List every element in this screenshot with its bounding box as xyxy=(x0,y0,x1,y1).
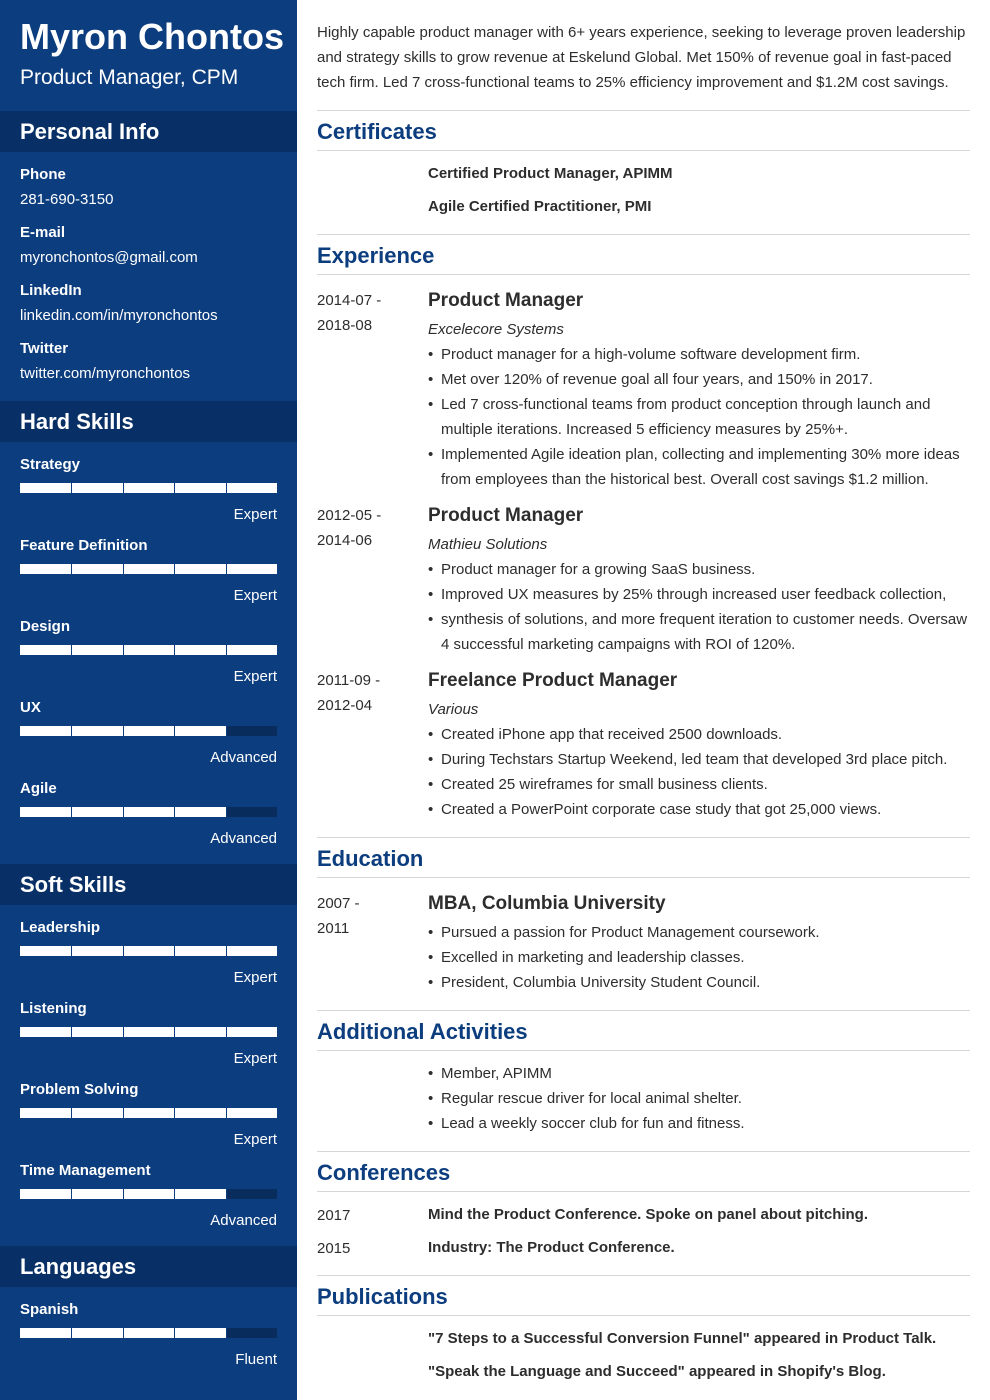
skill-level-fill xyxy=(20,564,277,574)
conference-text: Mind the Product Conference. Spoke on panel about pitching. xyxy=(428,1206,869,1223)
job-title: Product Manager xyxy=(428,505,584,526)
skill-bar-separator xyxy=(123,645,124,655)
skill-name: Problem Solving xyxy=(20,1081,139,1098)
skill-item xyxy=(20,617,277,687)
education-date-start: 2007 - xyxy=(317,895,360,912)
degree-title: MBA, Columbia University xyxy=(428,893,666,914)
skill-name: UX xyxy=(20,699,41,716)
list-item: • Created iPhone app that received 2500 downloads. xyxy=(428,722,970,747)
divider xyxy=(317,877,970,878)
skill-item xyxy=(20,1080,277,1150)
job-entry xyxy=(428,668,970,822)
skill-level-bar xyxy=(20,726,277,736)
main-content xyxy=(317,0,970,1400)
skill-bar-separator xyxy=(174,1108,175,1118)
skill-name: Design xyxy=(20,618,71,635)
list-item: • Product manager for a high-volume software development firm. xyxy=(428,342,970,367)
divider xyxy=(317,234,970,235)
skill-name: Leadership xyxy=(20,919,101,936)
skill-level-fill xyxy=(20,645,277,655)
skill-bar-separator xyxy=(71,483,72,493)
skill-level-label: Expert xyxy=(233,506,277,523)
divider xyxy=(317,110,970,111)
list-item: • Regular rescue driver for local animal shelter. xyxy=(428,1086,970,1111)
job-bullets xyxy=(428,342,970,492)
skill-level-bar xyxy=(20,946,277,956)
twitter-label: Twitter xyxy=(20,340,69,357)
skill-bar-separator xyxy=(71,807,72,817)
skill-bar-separator xyxy=(123,1189,124,1199)
activities-bullets xyxy=(428,1061,970,1136)
skill-level-fill xyxy=(20,946,277,956)
job-entry xyxy=(428,503,970,657)
skill-item xyxy=(20,999,277,1069)
list-item: • synthesis of solutions, and more frequent iteration to customer needs. Oversaw 4 successful marketing campaigns with ROI of 120%. xyxy=(428,607,970,657)
skill-name: Time Management xyxy=(20,1162,151,1179)
skill-bar-separator xyxy=(226,1328,227,1338)
list-item: • Met over 120% of revenue goal all four years, and 150% in 2017. xyxy=(428,367,970,392)
email-value: myronchontos@gmail.com xyxy=(20,249,198,266)
job-dates xyxy=(317,668,417,718)
skill-bar-separator xyxy=(174,946,175,956)
skill-bar-separator xyxy=(123,1328,124,1338)
education-bullets xyxy=(428,920,970,995)
job-date-end: 2018-08 xyxy=(317,317,373,334)
job-date-start: 2011-09 - xyxy=(317,672,381,689)
education-date-end: 2011 xyxy=(317,920,350,937)
skill-bar-separator xyxy=(123,1108,124,1118)
job-company: Various xyxy=(428,701,479,718)
skill-level-label: Fluent xyxy=(235,1351,277,1368)
skill-level-bar xyxy=(20,645,277,655)
experience-heading: Experience xyxy=(317,243,435,268)
skill-bar-separator xyxy=(71,1108,72,1118)
skill-level-fill xyxy=(20,1027,277,1037)
skill-level-bar xyxy=(20,1328,277,1338)
publication-item: "7 Steps to a Successful Conversion Funnel" appeared in Product Talk. xyxy=(428,1330,937,1347)
conference-year: 2017 xyxy=(317,1207,351,1224)
skill-name: Feature Definition xyxy=(20,537,148,554)
job-title: Product Manager xyxy=(428,290,584,311)
job-date-start: 2014-07 - xyxy=(317,292,382,309)
activities-heading: Additional Activities xyxy=(317,1019,528,1044)
skill-name: Spanish xyxy=(20,1301,79,1318)
languages-heading: Languages xyxy=(0,1246,297,1287)
skill-bar-separator xyxy=(123,807,124,817)
phone-label: Phone xyxy=(20,166,66,183)
skill-item xyxy=(20,536,277,606)
candidate-role: Product Manager, CPM xyxy=(20,66,239,89)
skill-bar-separator xyxy=(71,645,72,655)
skill-item xyxy=(20,455,277,525)
divider xyxy=(317,1050,970,1051)
skill-name: Strategy xyxy=(20,456,81,473)
divider xyxy=(317,1275,970,1276)
conferences-heading: Conferences xyxy=(317,1160,451,1185)
job-title: Freelance Product Manager xyxy=(428,670,678,691)
skill-bar-separator xyxy=(226,645,227,655)
education-dates xyxy=(317,891,417,941)
job-company: Mathieu Solutions xyxy=(428,536,548,553)
job-bullets xyxy=(428,557,970,657)
skill-item xyxy=(20,698,277,768)
list-item: • Improved UX measures by 25% through increased user feedback collection, xyxy=(428,582,970,607)
job-dates xyxy=(317,503,417,553)
language-item xyxy=(20,1300,277,1370)
certificates-heading: Certificates xyxy=(317,119,437,144)
sidebar xyxy=(0,0,297,1400)
skill-level-label: Expert xyxy=(233,587,277,604)
candidate-name: Myron Chontos xyxy=(20,16,284,57)
skill-level-label: Advanced xyxy=(210,749,277,766)
skill-bar-separator xyxy=(226,946,227,956)
list-item: • Product manager for a growing SaaS business. xyxy=(428,557,970,582)
summary-text: Highly capable product manager with 6+ years experience, seeking to leverage proven leadership and strategy skills to grow revenue at Eskelund Global. Met 150% of revenue goal in fast-paced tech firm. Led 7 cross-functional teams to 25% efficiency improvement and $1.2M cost savings. xyxy=(317,24,966,91)
job-date-start: 2012-05 - xyxy=(317,507,382,524)
activities-entry xyxy=(428,1061,970,1136)
skill-bar-separator xyxy=(123,1027,124,1037)
skill-name: Listening xyxy=(20,1000,87,1017)
divider xyxy=(317,1315,970,1316)
skill-bar-separator xyxy=(71,564,72,574)
skill-level-bar xyxy=(20,807,277,817)
list-item: • Pursued a passion for Product Management coursework. xyxy=(428,920,970,945)
divider xyxy=(317,1191,970,1192)
skill-bar-separator xyxy=(71,1027,72,1037)
divider xyxy=(317,274,970,275)
skill-level-bar xyxy=(20,1189,277,1199)
skill-bar-separator xyxy=(71,1189,72,1199)
skill-bar-separator xyxy=(226,564,227,574)
skill-bar-separator xyxy=(226,1189,227,1199)
skill-level-label: Expert xyxy=(233,1050,277,1067)
job-dates xyxy=(317,288,417,338)
divider xyxy=(317,1010,970,1011)
divider xyxy=(317,1151,970,1152)
hard-skills-heading: Hard Skills xyxy=(0,401,297,442)
education-entry xyxy=(428,891,970,995)
skill-bar-separator xyxy=(174,1027,175,1037)
skill-item xyxy=(20,1161,277,1231)
skill-item xyxy=(20,779,277,849)
skill-bar-separator xyxy=(226,807,227,817)
skill-name: Agile xyxy=(20,780,57,797)
skill-bar-separator xyxy=(123,726,124,736)
personal-info-heading: Personal Info xyxy=(0,111,297,152)
skill-bar-separator xyxy=(226,1108,227,1118)
list-item: • Excelled in marketing and leadership classes. xyxy=(428,945,970,970)
skill-bar-separator xyxy=(174,1328,175,1338)
skill-bar-separator xyxy=(71,946,72,956)
skill-bar-separator xyxy=(174,1189,175,1199)
phone-value: 281-690-3150 xyxy=(20,191,114,208)
list-item: • President, Columbia University Student Council. xyxy=(428,970,970,995)
skill-level-label: Expert xyxy=(233,1131,277,1148)
linkedin-label: LinkedIn xyxy=(20,282,82,299)
skill-bar-separator xyxy=(174,726,175,736)
skill-item xyxy=(20,918,277,988)
job-date-end: 2014-06 xyxy=(317,532,373,549)
email-label: E-mail xyxy=(20,224,66,241)
skill-bar-separator xyxy=(174,645,175,655)
skill-bar-separator xyxy=(123,483,124,493)
skill-bar-separator xyxy=(174,564,175,574)
conference-text: Industry: The Product Conference. xyxy=(428,1239,675,1256)
skill-level-label: Expert xyxy=(233,668,277,685)
skill-level-label: Advanced xyxy=(210,1212,277,1229)
skill-level-fill xyxy=(20,483,277,493)
skill-level-fill xyxy=(20,1108,277,1118)
linkedin-value: linkedin.com/in/myronchontos xyxy=(20,307,218,324)
job-date-end: 2012-04 xyxy=(317,697,373,714)
conference-year: 2015 xyxy=(317,1240,351,1257)
skill-bar-separator xyxy=(226,483,227,493)
skill-bar-separator xyxy=(226,1027,227,1037)
skill-level-label: Expert xyxy=(233,969,277,986)
skill-level-bar xyxy=(20,483,277,493)
education-heading: Education xyxy=(317,846,424,871)
skill-bar-separator xyxy=(71,1328,72,1338)
list-item: • During Techstars Startup Weekend, led team that developed 3rd place pitch. xyxy=(428,747,970,772)
soft-skills-heading: Soft Skills xyxy=(0,864,297,905)
skill-bar-separator xyxy=(226,726,227,736)
skill-level-bar xyxy=(20,1108,277,1118)
publication-item: "Speak the Language and Succeed" appeared in Shopify's Blog. xyxy=(428,1363,886,1380)
skill-level-bar xyxy=(20,1027,277,1037)
list-item: • Implemented Agile ideation plan, collecting and implementing 30% more ideas from employees than the historical best. Overall cost savings $1.2 million. xyxy=(428,442,970,492)
job-bullets xyxy=(428,722,970,822)
skill-bar-separator xyxy=(174,807,175,817)
list-item: • Created 25 wireframes for small business clients. xyxy=(428,772,970,797)
skill-level-label: Advanced xyxy=(210,830,277,847)
certificate-item: Certified Product Manager, APIMM xyxy=(428,165,673,182)
skill-bar-separator xyxy=(123,946,124,956)
divider xyxy=(317,150,970,151)
divider xyxy=(317,837,970,838)
list-item: • Lead a weekly soccer club for fun and fitness. xyxy=(428,1111,970,1136)
list-item: • Led 7 cross-functional teams from product conception through launch and multiple iterations. Increased 5 efficiency measures by 25%+. xyxy=(428,392,970,442)
skill-bar-separator xyxy=(71,726,72,736)
job-entry xyxy=(428,288,970,492)
job-company: Excelecore Systems xyxy=(428,321,564,338)
skill-level-bar xyxy=(20,564,277,574)
publications-heading: Publications xyxy=(317,1284,448,1309)
twitter-value: twitter.com/myronchontos xyxy=(20,365,191,382)
skill-bar-separator xyxy=(174,483,175,493)
list-item: • Created a PowerPoint corporate case study that got 25,000 views. xyxy=(428,797,970,822)
list-item: • Member, APIMM xyxy=(428,1061,970,1086)
skill-bar-separator xyxy=(123,564,124,574)
certificate-item: Agile Certified Practitioner, PMI xyxy=(428,198,652,215)
